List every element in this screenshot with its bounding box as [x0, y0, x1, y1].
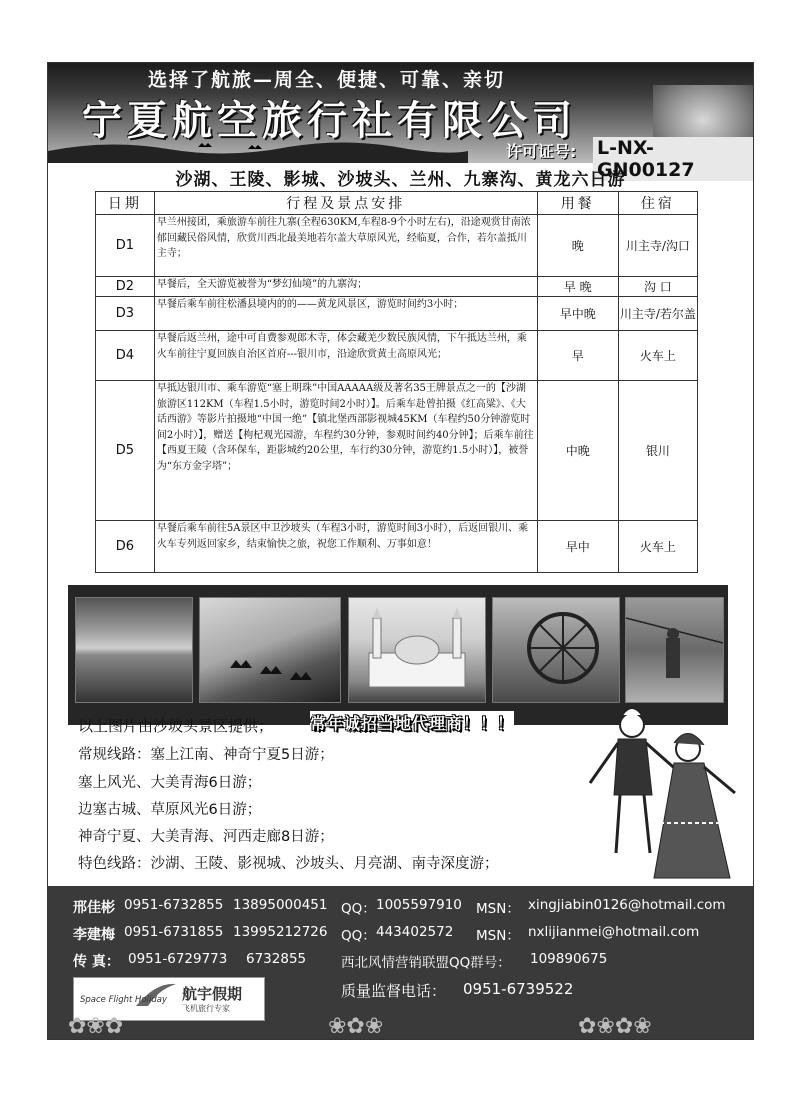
day-cell: D5 — [96, 381, 155, 521]
waterwheel-photo — [492, 597, 620, 703]
table-row — [96, 521, 698, 573]
photo-credit: 以上图片由沙坡头景区提供； — [78, 717, 274, 735]
day-cell: D3 — [96, 297, 155, 331]
day-cell: D2 — [96, 277, 155, 297]
brand-tagline: 飞机旅行专家 — [182, 1004, 230, 1013]
lodging-cell: 火车上 — [618, 521, 697, 573]
brand-english: Space Flight Holiday — [80, 995, 167, 1005]
route-title: 沙湖、王陵、影城、沙坡头、兰州、九寨沟、黄龙六日游 — [175, 170, 626, 190]
header-meals: 用餐 — [537, 192, 618, 215]
contact-mobile: 13895000451 — [233, 897, 328, 913]
itinerary-table — [95, 191, 698, 573]
schedule-cell: 早餐后，全天游览被誉为“梦幻仙境”的九寨沟； — [154, 277, 537, 297]
meal-cell: 中晚 — [537, 381, 618, 521]
camel-desert-photo — [199, 597, 341, 703]
schedule-cell: 早餐后返兰州，途中可自费参观郎木寺，体会藏羌少数民族风情，下午抵达兰州，乘火车前往宁夏回族自治区首府---银川市，沿途欣赏黄土高原风光； — [154, 331, 537, 381]
table-row — [96, 277, 698, 297]
header-date: 日期 — [96, 192, 155, 215]
qq-label: QQ： — [341, 928, 376, 944]
agent-recruit-banner: 常年诚招当地代理商！！！ — [310, 711, 514, 734]
mosque-photo — [348, 597, 486, 703]
list-item: 特色线路：沙湖、王陵、影视城、沙坡头、月亮湖、南寺深度游； — [78, 856, 499, 872]
schedule-cell: 早餐后乘车前往松潘县境内的的——黄龙风景区，游览时间约3小时； — [154, 297, 537, 331]
qq-number: 1005597910 — [376, 897, 462, 913]
contact-name: 邢佳彬 — [73, 900, 115, 916]
flyer — [47, 62, 754, 1040]
contact-phone: 0951-6731855 — [124, 924, 224, 940]
day-cell: D1 — [96, 215, 155, 277]
qq-label: QQ： — [341, 901, 376, 917]
meal-cell: 早中晚 — [537, 297, 618, 331]
brand-chinese: 航宇假期 — [182, 985, 243, 1003]
list-item: 塞上风光、大美青海6日游； — [78, 775, 262, 791]
day-cell: D4 — [96, 331, 155, 381]
table-row — [96, 331, 698, 381]
lodging-cell: 沟 口 — [618, 277, 697, 297]
contact-mobile: 13995212726 — [233, 924, 328, 940]
msn-email[interactable]: nxlijianmei@hotmail.com — [528, 924, 700, 940]
zipline-photo — [625, 597, 724, 703]
flower-decoration-icon: ❀✿❀ — [328, 1014, 384, 1039]
lodging-cell: 银川 — [618, 381, 697, 521]
contact-name: 李建梅 — [73, 927, 115, 943]
dancers-illustration — [570, 703, 750, 893]
supervise-label: 质量监督电话： — [341, 982, 447, 1000]
contact-phone: 0951-6732855 — [124, 897, 224, 913]
list-item: 神奇宁夏、大美青海、河西走廊8日游； — [78, 829, 334, 845]
day-cell: D6 — [96, 521, 155, 573]
license-code: L-NX-GN00127 — [593, 137, 753, 181]
fax-number: 0951-6729773 — [128, 951, 228, 967]
lake-photo — [75, 597, 193, 703]
flower-decoration-icon: ✿❀✿❀ — [578, 1014, 652, 1039]
msn-label: MSN： — [476, 901, 520, 917]
supervise-number: 0951-6739522 — [463, 980, 574, 998]
license-label: 许可证号: — [506, 142, 577, 161]
schedule-cell: 早餐后乘车前往5A景区中卫沙坡头（车程3小时，游览时间3小时），后返回银川、乘火车专列返回家乡，结束愉快之旅，祝您工作顺利、万事如意！ — [154, 521, 537, 573]
schedule-cell: 早抵达银川市、乘车游览“塞上明珠”中国AAAAA级及著名35王牌景点之一的【沙湖旅游区112KM（车程1.5小时，游览时间2小时）】。后乘车赴曾拍摄《红高粱》、《大话西游》等影片拍摄地“中国一绝”【镇北堡西部影视城45KM（车程约50分钟游览时间2小时）】，赠送【枸杞观光园游，车程约30分钟，参观时间约40分钟】；后乘车前往【西夏王陵（含环保车，距影城约20公里，车行约30分钟，游览约1.5小时）】，被誉为“东方金字塔”； — [154, 381, 537, 521]
table-row — [96, 215, 698, 277]
lodging-cell: 火车上 — [618, 331, 697, 381]
fax-label: 传 真： — [73, 954, 120, 970]
header-lodging: 住宿 — [618, 192, 697, 215]
qq-number: 443402572 — [376, 924, 454, 940]
lodging-cell: 川主寺/若尔盖 — [618, 297, 697, 331]
meal-cell: 早中 — [537, 521, 618, 573]
contact-footer — [48, 886, 753, 1039]
fax-number-short: 6732855 — [246, 951, 307, 967]
qq-group-number: 109890675 — [530, 951, 608, 967]
msn-email[interactable]: xingjiabin0126@hotmail.com — [528, 897, 726, 913]
meal-cell: 晚 — [537, 215, 618, 277]
slogan: 选择了航旅—周全、便捷、可靠、亲切 — [148, 69, 506, 91]
msn-label: MSN： — [476, 928, 520, 944]
meal-cell: 早 — [537, 331, 618, 381]
lodging-cell: 川主寺/沟口 — [618, 215, 697, 277]
schedule-cell: 早兰州接团，乘旅游车前往九寨(全程630KM,车程8-9个小时左右)，沿途观赏甘南浓郁回藏民俗风情，欣赏川西北最美地若尔盖大草原风光，经临夏，合作，若尔盖抵川主寺； — [154, 215, 537, 277]
flower-decoration-icon: ✿❀✿ — [68, 1014, 124, 1039]
table-header-row — [96, 192, 698, 215]
company-name: 宁夏航空旅行社有限公司 — [82, 97, 577, 144]
table-row — [96, 297, 698, 331]
meal-cell: 早 晚 — [537, 277, 618, 297]
header-schedule: 行程及景点安排 — [154, 192, 537, 215]
qq-group-label: 西北风情营销联盟QQ群号： — [341, 955, 511, 971]
list-item: 边塞古城、草原风光6日游； — [78, 802, 262, 818]
list-item: 常规线路：塞上江南、神奇宁夏5日游； — [78, 747, 334, 763]
table-row — [96, 381, 698, 521]
